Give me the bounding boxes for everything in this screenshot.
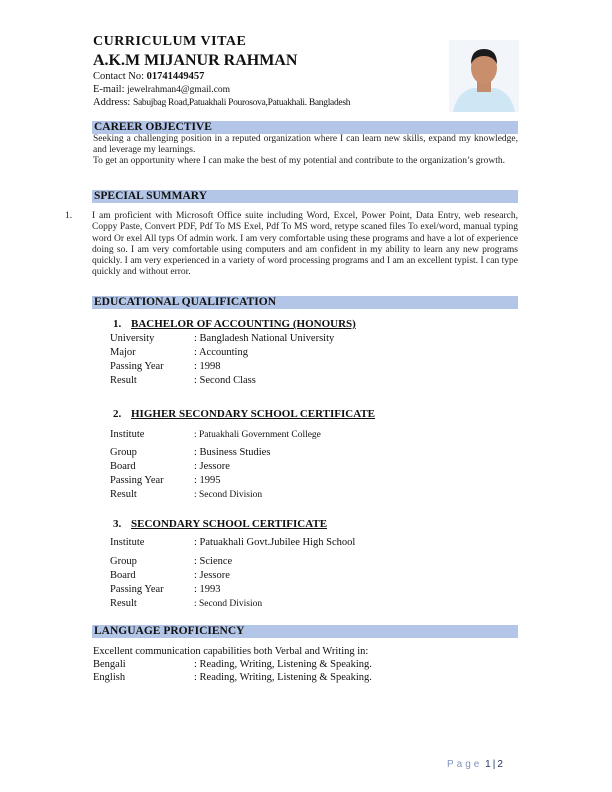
row-value: : 1995 [194,475,221,486]
page-total: 2 [497,759,503,770]
email-line [93,84,230,95]
row-value: : Jessore [194,461,230,472]
education-row [110,333,334,344]
row-value: : Patuakhali Government College [194,430,321,440]
section-career-objective: CAREER OBJECTIVE [92,121,518,134]
page-separator: | [492,759,496,770]
page-label: Page [447,759,483,770]
education-row [110,537,355,548]
document-title: CURRICULUM VITAE [93,34,247,49]
row-value: : Second Class [194,375,256,386]
row-label: Result [110,598,137,609]
education-row [110,475,221,486]
education-row [110,598,262,609]
list-number: 1. [65,211,73,221]
career-objective-text-1: Seeking a challenging position in a reputed organization where I can learn new skills, expand my knowledge, and leverage my learnings. [93,134,518,155]
education-row [110,375,256,386]
email-label: E-mail: [93,84,125,95]
row-label: Result [110,375,137,386]
row-value: : Bangladesh National University [194,333,335,344]
language-intro: Excellent communication capabilities both Verbal and Writing in: [93,646,369,657]
row-value: : 1998 [194,361,221,372]
education-row [110,584,221,595]
page-current: 1 [485,759,491,770]
row-value: : Second Division [194,490,263,500]
row-label: University [110,333,155,344]
row-label: Passing Year [110,361,164,372]
row-value: : Jessore [194,570,230,581]
profile-photo [449,40,519,112]
row-value: : Science [194,556,233,567]
address-value: Sabujbag Road,Patuakhali Pourosova,Patuakhali. Bangladesh [132,98,351,108]
row-value: : Accounting [194,347,248,358]
section-special-summary: SPECIAL SUMMARY [92,190,518,203]
education-row [110,570,230,581]
education-heading [113,318,356,330]
education-title: HIGHER SECONDARY SCHOOL CERTIFICATE [131,408,376,420]
career-objective-text-2: To get an opportunity where I can make the best of my potential and contribute to the organization’s growth. [93,156,506,166]
row-label: Passing Year [110,584,164,595]
row-label: Board [110,570,136,581]
education-number: 2. [113,408,122,420]
contact-number: 01741449457 [146,71,205,82]
education-row [110,429,321,440]
education-row [110,347,248,358]
summary-list-item [65,211,518,279]
contact-label: Contact No: [93,71,145,82]
education-number: 3. [113,518,122,530]
page-footer [447,759,503,770]
row-label: Group [110,447,137,458]
education-title: BACHELOR OF ACCOUNTING (HONOURS) [131,318,356,330]
education-row [110,447,270,458]
row-value: : Second Division [194,599,263,609]
language-name: English [93,672,126,683]
row-value: : Patuakhali Govt.Jubilee High School [194,537,356,548]
row-label: Passing Year [110,475,164,486]
address-label: Address: [93,97,131,108]
row-label: Result [110,489,137,500]
section-language-proficiency: LANGUAGE PROFICIENCY [92,625,518,638]
row-label: Board [110,461,136,472]
language-name: Bengali [93,659,126,670]
row-label: Group [110,556,137,567]
summary-text: I am proficient with Microsoft Office suite including Word, Excel, Power Point, Data Entry, web research, Coppy Paste, Convert PDF, Pdf To MS Exel, Pdf To MS word, retype scaned files To exel/word, manual typing word Or exel All typs Of admin work. I am very comfortable using these programs and have a lot of experience doing so. I am very comfortable using computers and am confident in my ability to learn any new programs quickly. I am very experienced in a variety of word processing programs and I am an excellent typist. I can type quickly and without error. [92,211,518,278]
language-row [93,672,372,683]
education-row [110,556,232,567]
language-row [93,659,372,670]
email-value: jewelrahman4@gmail.com [127,85,231,95]
education-row [110,361,221,372]
row-value: : 1993 [194,584,221,595]
row-label: Major [110,347,136,358]
section-educational-qualification: EDUCATIONAL QUALIFICATION [92,296,518,309]
row-value: : Business Studies [194,447,271,458]
education-heading [113,518,327,530]
education-row [110,489,262,500]
education-title: SECONDARY SCHOOL CERTIFICATE [131,518,328,530]
language-skills: : Reading, Writing, Listening & Speaking. [194,672,372,683]
contact-line [93,71,204,82]
education-row [110,461,230,472]
row-label: Institute [110,429,145,440]
language-skills: : Reading, Writing, Listening & Speaking. [194,659,372,670]
education-number: 1. [113,318,122,330]
row-label: Institute [110,537,145,548]
address-line [93,97,350,108]
person-name: A.K.M MIJANUR RAHMAN [93,52,298,69]
education-heading [113,408,375,420]
